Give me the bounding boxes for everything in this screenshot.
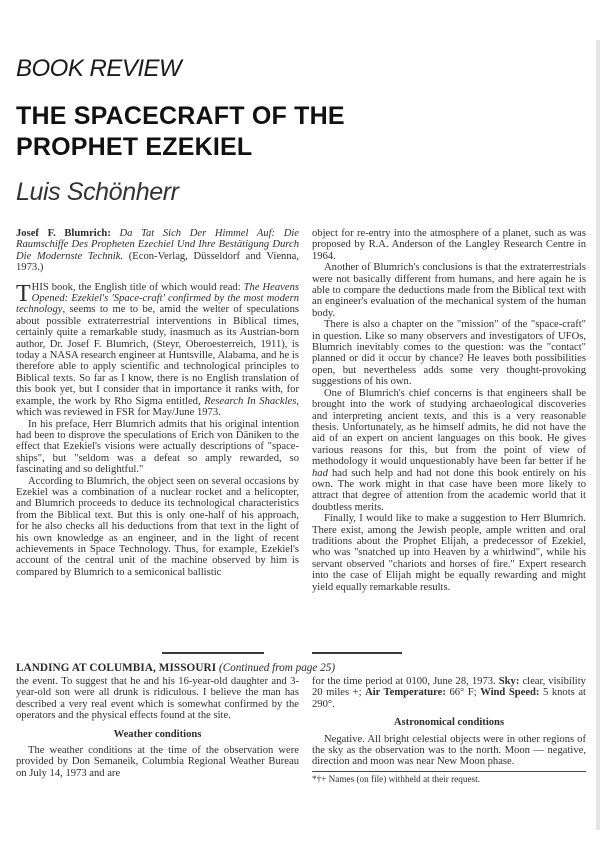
time-period: for the time period at 0100, June 28, 1973. [312, 676, 499, 687]
wind-speed-label: Wind Speed: [480, 687, 540, 699]
continued-column-left [16, 676, 299, 779]
footnote-rule [312, 771, 586, 772]
astronomical-paragraph: Negative. All bright celestial objects were in other regions of the sky as the observation was to the north. Moon — negative, direction and moon was near New Moon phase. [312, 733, 586, 768]
section-divider-right [312, 652, 402, 654]
weather-heading: Weather conditions [113, 728, 202, 740]
page-edge [596, 40, 600, 830]
paragraph-6 [312, 388, 586, 513]
title-line-2: PROPHET EZEKIEL [16, 133, 253, 161]
drop-cap: T [16, 280, 31, 307]
p6-emphasis: had [312, 467, 328, 479]
sky-label: Sky: [498, 676, 520, 687]
paragraph-3-continued: object for re-entry into the atmosphere of a planet, such as was proposed by R.A. Anderson of the Langley Research Centre in 1964. [312, 228, 586, 262]
continued-paragraph-1: the event. To suggest that he and his 16-year-old daughter and 3-year-old son were all drunk is ridiculous. I believe the man has described a very real event which is somewhat confirmed by the operators and the physical effects found at the site. [16, 676, 299, 722]
book-citation [16, 228, 299, 274]
article-column-left [16, 228, 299, 578]
air-temp-value: 66° F; [445, 687, 481, 699]
paragraph-4: Another of Blumrich's conclusions is that the extraterrestrials were not basically different from humans, and here again he is able to compare the deductions made from the Biblical text with an engineer's evaluation of the mechanical system of the human body. [312, 262, 586, 319]
weather-paragraph: The weather conditions at the time of the observation were provided by Don Semaneik, Columbia Regional Weather Bureau on July 14, 1973 and are [16, 745, 299, 779]
p1-ref-title: Research In Shackles [204, 395, 297, 407]
paragraph-5: There is also a chapter on the "mission" of the "space-craft" in question. Like so many observers and investigators of UFOs, Blumrich inevitably comes to the question: was the "contact" planned or did it occur by chance? He leaves both possibilities open, but nevertheless adds some very thought-provoking suggestions of his own. [312, 319, 586, 388]
article-title [16, 101, 376, 163]
continued-article-header [16, 662, 596, 674]
p6-part-b: had such help and had not done this book entirely on his own. The work might in that case have been more likely to attract that degree of attention from the academic world that it doubtless merits. [312, 467, 586, 513]
citation-author: Josef F. Blumrich: [16, 228, 111, 239]
weather-readings [312, 676, 586, 710]
p1-english-title: The Heavens Opened: Ezekiel's 'Space-craft' confirmed by the most modern technology [16, 281, 299, 316]
p6-part-a: One of Blumrich's chief concerns is that engineers shall be brought into the work of studying archaeological discoveries and interpreting ancient texts, and this is a very reasonable thesis. Unfortunately, as he himself admits, he did not have the aid of an expert on ancient languages on this book. He gives various reasons for this, but from the point of view of methodology it would unquestionably have been far better if he [312, 387, 586, 468]
paragraph-7: Finally, I would like to make a suggestion to Herr Blumrich. There exist, among the Jewish people, ample written and oral traditions about the Prophet Elijah, a predecessor of Ezekiel, who was "snatched up into Heaven by a whirlwind", while his servant observed "chariots and horses of fire." Expert research into the case of Elijah might be equally rewarding and might yield equally remarkable results. [312, 513, 586, 593]
paragraph-1 [16, 282, 299, 419]
author-name: Luis Schönherr [16, 178, 179, 206]
section-label: BOOK REVIEW [16, 55, 182, 82]
paragraph-3: According to Blumrich, the object seen on several occasions by Ezekiel was a combination of a nuclear rocket and a helicopter, and Blumrich proceeds to deduce its technological characteristics from the Biblical text. But this is only one-half of his approach, for he also checks all his deductions from that text in the light of his own knowledge as an engineer, and in the light of recent achievements in Space Technology. Thus, for example, Ezekiel's account of the central unit of the machine observed by him is compared by Blumrich to a semiconical ballistic [16, 475, 299, 578]
continued-column-right [312, 676, 586, 785]
citation-publisher: (Econ-Verlag, Düsseldorf and Vienna, 1973.) [16, 250, 299, 274]
air-temp-label: Air Temperature: [365, 687, 446, 699]
paragraph-2: In his preface, Herr Blumrich admits that his original intention had been to disprove the speculations of Erich von Däniken to the effect that Ezekiel's visions were actually descriptions of "space-ships", but "seldom was a defeat so amply rewarded, so fascinating and so delightful." [16, 418, 299, 476]
p1-end: , which was reviewed in FSR for May/June 1973. [16, 395, 299, 419]
astronomical-heading: Astronomical conditions [393, 717, 505, 729]
p1-lead: HIS book, the English title of which would read: [31, 281, 244, 293]
p1-body: , seems to me to be, amid the welter of speculations about possible extraterrestrial interventions in Biblical times, certainly quite a remarkable study, inasmuch as its Austrian-born author, Dr. Josef F. Blumrich, (Steyr, Oberoesterreich, 1911), is today a NASA research engineer at Huntsville, Alabama, and he is therefore able to apply scientific and technological principles to Biblical texts. So far as I know, there is no English translation of this book yet, but I consider that in importance it ranks with, for example, the work by Rho Sigma entitled, [16, 304, 299, 407]
wind-speed-value: 5 knots at 290°. [312, 687, 586, 710]
title-line-1: THE SPACECRAFT OF THE [16, 102, 345, 130]
continued-note: (Continued from page 25) [218, 662, 336, 674]
footnote: *†+ Names (on file) withheld at their request. [312, 773, 480, 784]
article-column-right-content [312, 228, 586, 593]
citation-title: Da Tat Sich Der Himmel Auf: Die Raumschiffe Des Propheten Ezechiel Und Ihre Bestätigung Durch Die Modernste Technik. [16, 228, 299, 262]
sky-value: clear, visibility 20 miles +; [312, 676, 586, 699]
section-divider-left [162, 652, 264, 654]
continued-heading: LANDING AT COLUMBIA, MISSOURI [16, 662, 217, 674]
